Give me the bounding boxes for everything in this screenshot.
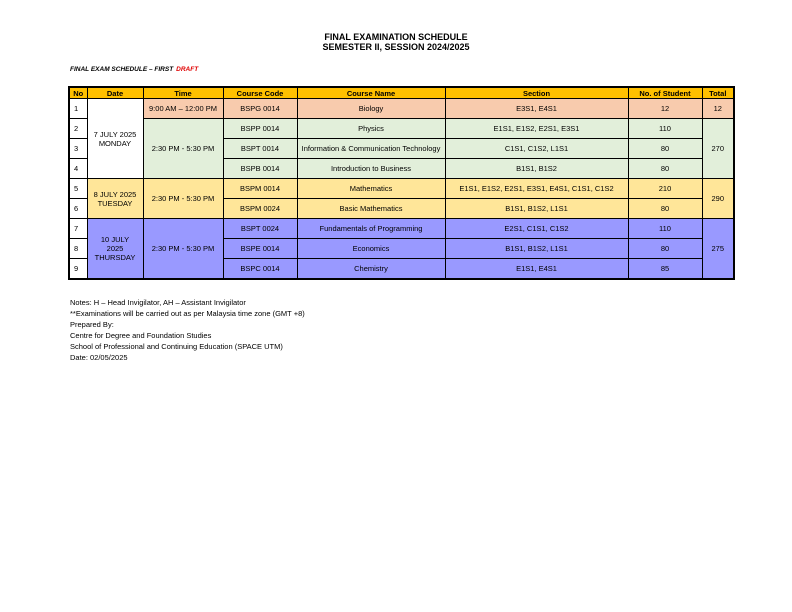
course-name: Mathematics	[297, 179, 445, 199]
student-count: 12	[628, 99, 702, 119]
header-no: No	[69, 87, 87, 99]
table-header-row	[69, 87, 734, 99]
header-time: Time	[143, 87, 223, 99]
section: B1S1, B1S2	[445, 159, 628, 179]
student-count: 110	[628, 119, 702, 139]
day-line: MONDAY	[98, 138, 132, 148]
course-code: BSPP 0014	[223, 119, 297, 139]
time-cell: 2:30 PM - 5:30 PM	[143, 179, 223, 219]
date-cell-10-july	[87, 219, 143, 280]
title-line-1: FINAL EXAMINATION SCHEDULE	[324, 32, 468, 42]
row-no: 4	[69, 159, 87, 179]
note-line: Date: 02/05/2025	[70, 353, 128, 362]
section: E1S1, E1S2, E2S1, E3S1, E4S1, C1S1, C1S2	[445, 179, 628, 199]
row-no: 6	[69, 199, 87, 219]
section: B1S1, B1S2, L1S1	[445, 239, 628, 259]
row-no: 5	[69, 179, 87, 199]
row-no: 9	[69, 259, 87, 280]
course-code: BSPC 0014	[223, 259, 297, 280]
course-code: BSPE 0014	[223, 239, 297, 259]
course-name: Physics	[297, 119, 445, 139]
student-count: 80	[628, 239, 702, 259]
title-line-2: SEMESTER II, SESSION 2024/2025	[322, 42, 470, 52]
course-name: Information & Communication Technology	[297, 139, 445, 159]
course-code: BSPB 0014	[223, 159, 297, 179]
section: B1S1, B1S2, L1S1	[445, 199, 628, 219]
student-count: 85	[628, 259, 702, 280]
course-code: BSPG 0014	[223, 99, 297, 119]
course-name: Chemistry	[297, 259, 445, 280]
course-code: BSPM 0014	[223, 179, 297, 199]
note-line: School of Professional and Continuing Education (SPACE UTM)	[70, 342, 283, 351]
table-row	[69, 179, 734, 199]
row-no: 7	[69, 219, 87, 239]
note-line: Notes: H – Head Invigilator, AH – Assistant Invigilator	[70, 298, 246, 307]
date-cell-7-july	[87, 99, 143, 179]
student-count: 110	[628, 219, 702, 239]
day-line: TUESDAY	[97, 198, 133, 208]
note-line: Centre for Degree and Foundation Studies	[70, 331, 212, 340]
date-line: 7 JULY 2025	[93, 129, 137, 139]
draft-label-red: DRAFT	[176, 66, 199, 73]
header-total: Total	[702, 87, 734, 99]
student-count: 80	[628, 199, 702, 219]
header-course-code: Course Code	[223, 87, 297, 99]
student-count: 210	[628, 179, 702, 199]
student-count: 80	[628, 159, 702, 179]
section: E3S1, E4S1	[445, 99, 628, 119]
section: E2S1, C1S1, C1S2	[445, 219, 628, 239]
course-name: Economics	[297, 239, 445, 259]
header-date: Date	[87, 87, 143, 99]
header-section: Section	[445, 87, 628, 99]
row-no: 1	[69, 99, 87, 119]
draft-label-text: FINAL EXAM SCHEDULE – FIRST	[70, 66, 174, 73]
date-line: 8 JULY 2025	[93, 189, 137, 199]
date-line: 10 JULY	[100, 235, 130, 244]
course-name: Biology	[297, 99, 445, 119]
course-name: Introduction to Business	[297, 159, 445, 179]
course-code: BSPT 0014	[223, 139, 297, 159]
time-cell: 2:30 PM - 5:30 PM	[143, 219, 223, 280]
header-course-name: Course Name	[297, 87, 445, 99]
time-cell: 2:30 PM - 5:30 PM	[143, 119, 223, 179]
course-name: Fundamentals of Programming	[297, 219, 445, 239]
notes-block	[70, 297, 305, 363]
schedule-table	[68, 86, 735, 280]
course-code: BSPT 0024	[223, 219, 297, 239]
note-line: Prepared By:	[70, 320, 114, 329]
total-cell: 270	[702, 119, 734, 179]
note-line: **Examinations will be carried out as per Malaysia time zone (GMT +8)	[70, 309, 305, 318]
section: C1S1, C1S2, L1S1	[445, 139, 628, 159]
total-cell: 275	[702, 219, 734, 280]
student-count: 80	[628, 139, 702, 159]
date-cell-8-july	[87, 179, 143, 219]
day-line: THURSDAY	[94, 253, 136, 262]
document-title	[0, 32, 792, 52]
section: E1S1, E1S2, E2S1, E3S1	[445, 119, 628, 139]
course-code: BSPM 0024	[223, 199, 297, 219]
time-cell: 9:00 AM – 12:00 PM	[143, 99, 223, 119]
total-cell: 290	[702, 179, 734, 219]
year-line: 2025	[106, 244, 124, 253]
table-row	[69, 99, 734, 119]
table-row	[69, 219, 734, 239]
header-students: No. of Student	[628, 87, 702, 99]
total-cell: 12	[702, 99, 734, 119]
course-name: Basic Mathematics	[297, 199, 445, 219]
row-no: 8	[69, 239, 87, 259]
row-no: 3	[69, 139, 87, 159]
section: E1S1, E4S1	[445, 259, 628, 280]
table-row	[69, 119, 734, 139]
row-no: 2	[69, 119, 87, 139]
draft-label	[70, 66, 198, 73]
